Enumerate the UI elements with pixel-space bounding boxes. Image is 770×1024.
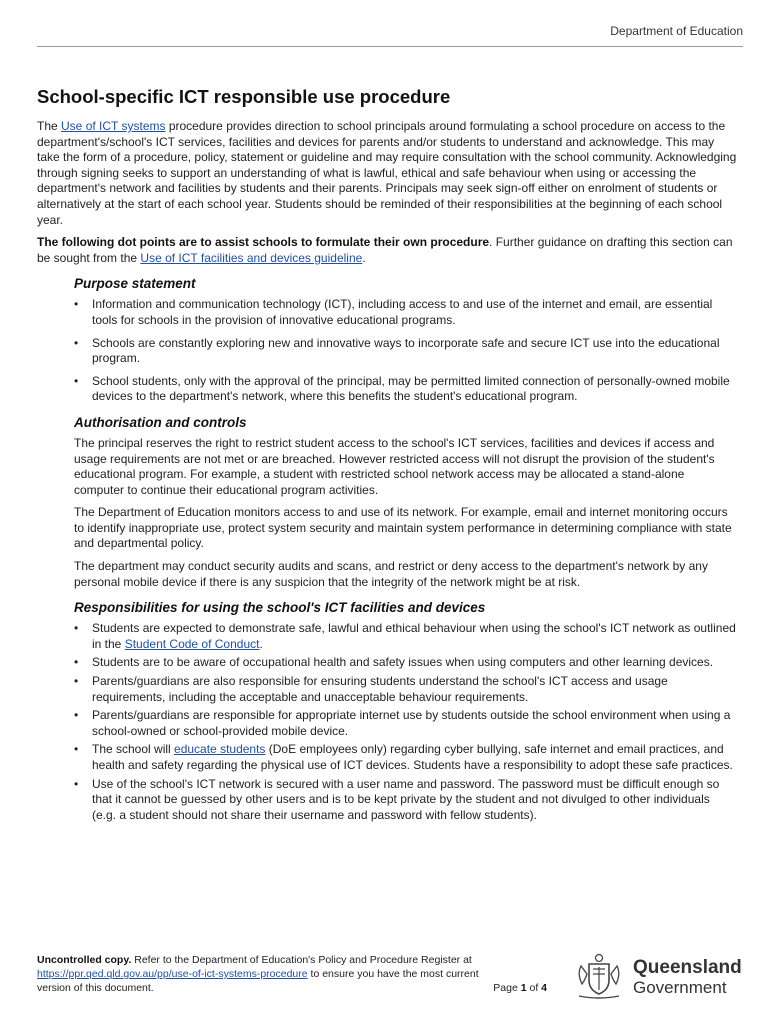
purpose-list <box>37 297 737 405</box>
ict-guideline-link[interactable]: Use of ICT facilities and devices guideline <box>140 250 363 265</box>
list-item: • Information and communication technology (ICT), including access to and use of the internet and email, are essential tools for schools in the provision of innovative educational programs. <box>74 297 713 327</box>
page-title: School-specific ICT responsible use procedure <box>37 86 451 107</box>
intro-paragraph: The Use of ICT systems procedure provides direction to school principals around formulating a school procedure on access to the department's/school's ICT services, facilities and devices for parents and/or students to understand and acknowledge. This may take the form of a procedure, policy, statement or guideline and may require consultation with the school community. Acknowledging through signing seeks to support an understanding of what is lawful, ethical and safe behaviour when using or accessing the department's network and facilities by students and their parents. Principals may seek sign-off either on enrolment of students or alternatively at the start of each school year. Students should be reminded of their responsibilities at the beginning of each school year. <box>37 119 737 227</box>
logo-wordmark-queensland: Queensland <box>633 957 742 978</box>
list-item: • Schools are constantly exploring new and innovative ways to incorporate safe and secure ICT use into the educational program. <box>74 335 720 366</box>
list-item: • Students are expected to demonstrate safe, lawful and ethical behaviour when using the school's ICT network as outlined in the Student Code of Conduct. <box>74 621 736 651</box>
page-indicator: Page 1 of 4 <box>493 982 547 994</box>
document-body <box>37 86 737 829</box>
use-of-ict-systems-link[interactable]: Use of ICT systems <box>61 119 166 133</box>
student-code-of-conduct-link[interactable]: Student Code of Conduct <box>124 636 260 651</box>
list-item: • Parents/guardians are also responsible for ensuring students understand the school's ICT access and usage requirements, including the acceptable and unacceptable behaviour requirements. <box>74 674 668 704</box>
footer <box>37 953 547 995</box>
guidance-paragraph: The following dot points are to assist schools to formulate their own procedure. Further guidance on drafting this section can be sought from the Use of ICT facilities and devices guideline. <box>37 235 733 265</box>
coat-of-arms-icon <box>573 950 625 1000</box>
header-rule <box>37 46 743 47</box>
ppr-link[interactable]: https://ppr.qed.qld.gov.au/pp/use-of-ict-systems-procedure <box>37 968 308 980</box>
purpose-heading: Purpose statement <box>74 276 196 292</box>
educate-students-link[interactable]: educate students <box>174 742 266 757</box>
footer-line-1: Uncontrolled copy. Refer to the Department of Education's Policy and Procedure Register at <box>37 954 472 966</box>
responsibilities-list <box>37 621 737 823</box>
list-item: • The school will educate students (DoE employees only) regarding cyber bullying, safe internet and email practices, and health and safety regarding the physical use of ICT devices. Students have a responsibility to adopt these safe practices. <box>74 742 733 772</box>
authorisation-paragraph-1: The principal reserves the right to restrict student access to the school's ICT services, facilities and devices if access and usage requirements are not met or are breached. However restricted access will not disrupt the provision of the student's educational program. For example, a student with restricted school network access may be allocated a stand-alone computer to continue their educational program activities. <box>74 435 715 497</box>
list-item: • Use of the school's ICT network is secured with a user name and password. The password must be difficult enough so that it cannot be guessed by other users and is to be kept private by the student and not divulged to other individuals (e.g. a student should not share their username and password with fellow students). <box>74 776 720 822</box>
authorisation-paragraph-3: The department may conduct security audits and scans, and restrict or deny access to the department's network by any personal mobile device if there is any suspicion that the integrity of the network might be at risk. <box>74 559 708 589</box>
logo-wordmark-government: Government <box>633 978 727 997</box>
list-item: • Students are to be aware of occupational health and safety issues when using computers and other learning devices. <box>74 655 714 670</box>
list-item: • School students, only with the approval of the principal, may be permitted limited connection of personally-owned mobile devices to the department's network, where this benefits the student's educational program. <box>74 373 730 404</box>
responsibilities-heading: Responsibilities for using the school's ICT facilities and devices <box>74 600 486 616</box>
authorisation-paragraph-2: The Department of Education monitors access to and use of its network. For example, email and internet monitoring occurs to identify inappropriate use, protect system security and maintain system performance in determining compliance with state and departmental policy. <box>74 505 732 551</box>
list-item: • Parents/guardians are responsible for appropriate internet use by students outside the school environment when using a school-owned or school-provided mobile device. <box>74 708 731 738</box>
footer-line-2: https://ppr.qed.qld.gov.au/pp/use-of-ict-systems-procedure to ensure you have the most current <box>37 968 479 980</box>
queensland-government-logo <box>573 950 745 1000</box>
footer-line-3: version of this document. Page 1 of 4 <box>37 982 547 994</box>
header-department: Department of Education <box>610 24 743 38</box>
authorisation-heading: Authorisation and controls <box>74 414 247 430</box>
